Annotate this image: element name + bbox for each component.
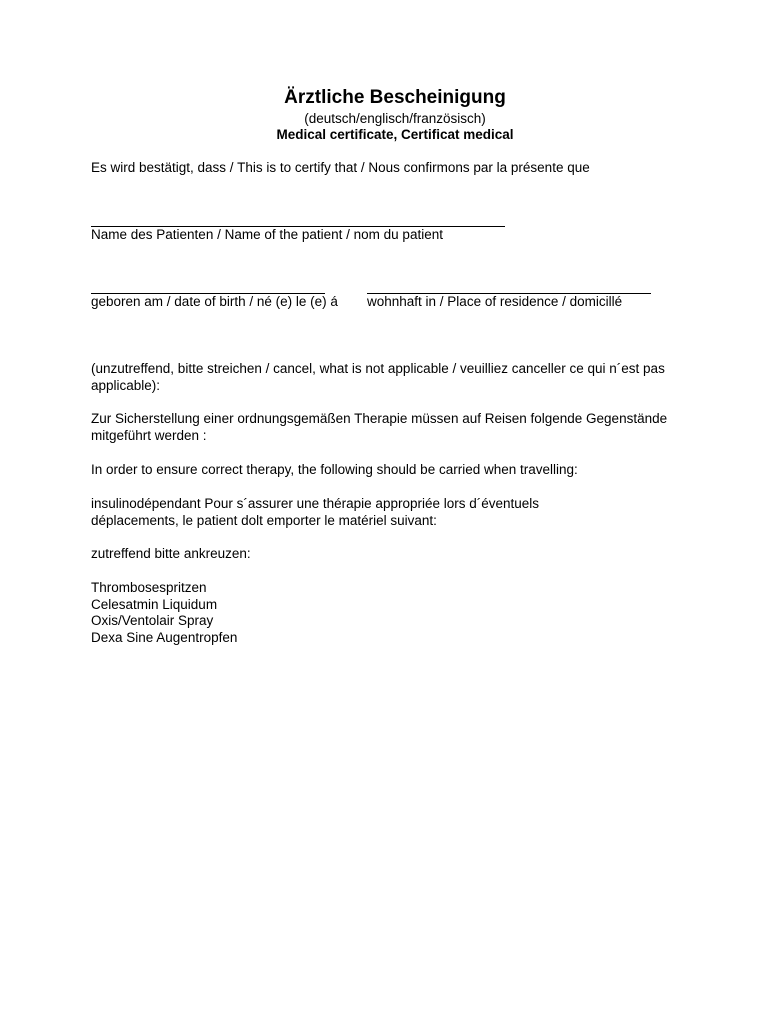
german-paragraph: Zur Sicherstellung einer ordnungsgemäßen Therapie müssen auf Reisen folgende Gegenstände mitgeführt werden : [91,411,668,443]
languages-subtitle: (deutsch/englisch/französisch) [304,111,486,126]
document-title: Ärztliche Bescheinigung [284,87,506,108]
patient-name-label: Name des Patienten / Name of the patient / nom du patient [91,227,443,242]
list-item[interactable]: Celesatmin Liquidum [91,596,218,612]
cancel-note: (unzutreffend, bitte streichen / cancel, what is not applicable / veuilliez canceller ce qui n´est pas applicable): [91,361,665,393]
birth-date-label: geboren am / date of birth / né (e) le (e) á [91,294,338,309]
items-list [91,580,237,646]
check-instruction: zutreffend bitte ankreuzen: [91,546,251,561]
french-paragraph: insulinodépendant Pour s´assurer une thérapie appropriée lors d´éventuels déplacements, le patient dolt emporter le matériel suivant: [91,496,540,528]
residence-label: wohnhaft in / Place of residence / domicillé [367,294,623,309]
list-item[interactable]: Oxis/Ventolair Spray [91,613,214,628]
list-item[interactable]: Thrombosespritzen [91,580,207,595]
list-item[interactable]: Dexa Sine Augentropfen [91,629,238,645]
english-paragraph: In order to ensure correct therapy, the following should be carried when travelling: [91,462,578,477]
translated-title: Medical certificate, Certificat medical [276,127,514,142]
intro-statement: Es wird bestätigt, dass / This is to certify that / Nous confirmons par la présente que [91,160,590,175]
